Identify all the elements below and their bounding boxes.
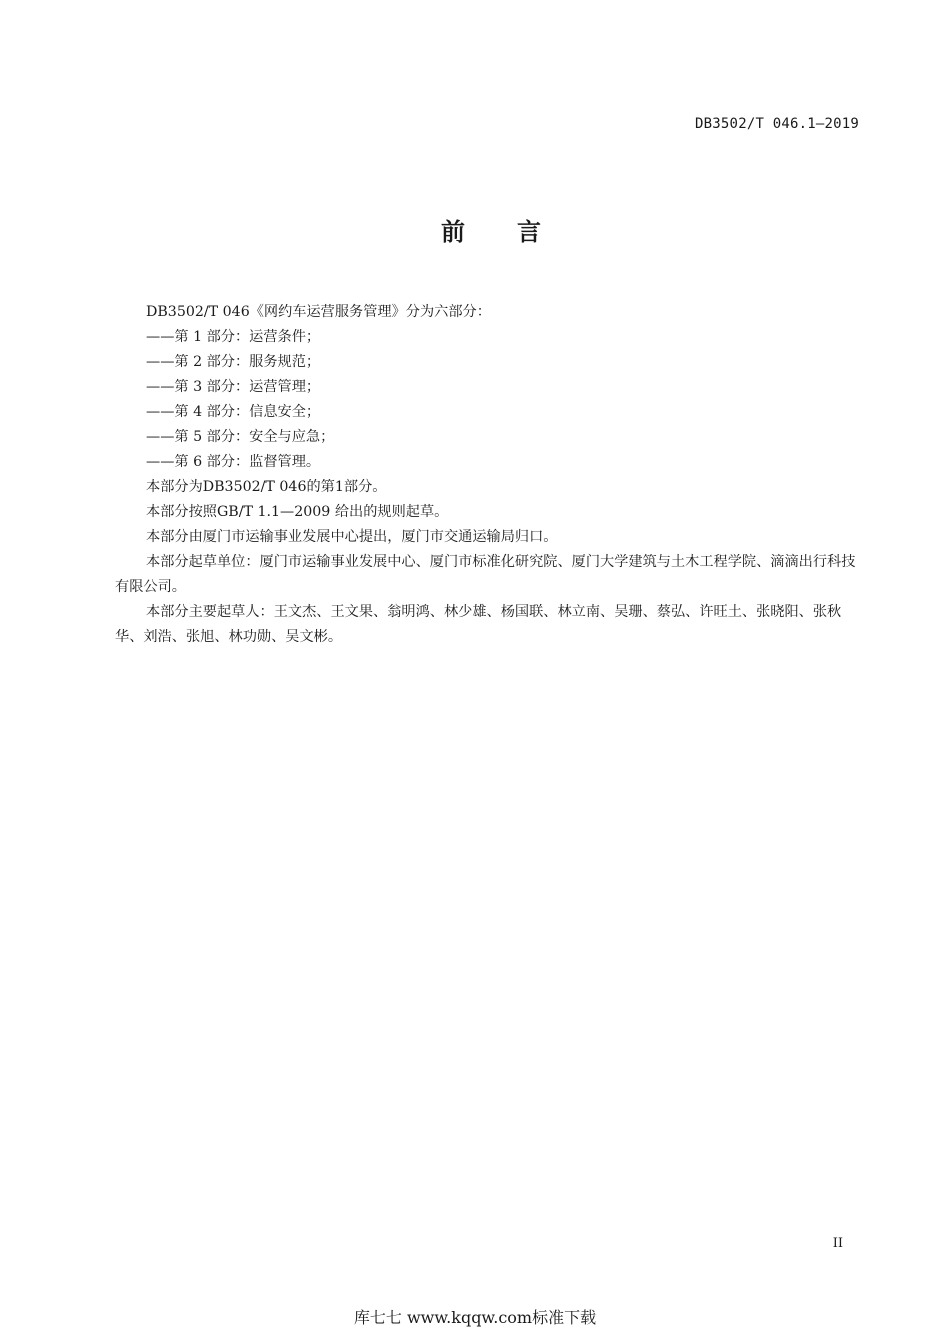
- paragraph-drafters: 本部分主要起草人：王文杰、王文果、翁明鸿、林少雄、杨国联、林立南、吴珊、蔡弘、许旺土、张晓阳、张秋华、刘浩、张旭、林功勋、吴文彬。: [115, 604, 842, 645]
- footer-watermark: 库七七 www.kqqw.com标准下载: [353, 1308, 597, 1327]
- part-item-3: ——第 3 部分：运营管理；: [146, 379, 321, 395]
- document-code: DB3502/T 046.1—2019: [695, 116, 859, 132]
- paragraph-part-number: 本部分为DB3502/T 046的第1部分。: [146, 479, 387, 495]
- paragraph-proposer: 本部分由厦门市运输事业发展中心提出，厦门市交通运输局归口。: [146, 529, 558, 545]
- foreword-body: [115, 300, 865, 650]
- part-item-1: ——第 1 部分：运营条件；: [146, 329, 321, 345]
- paragraph-drafting-units: 本部分起草单位：厦门市运输事业发展中心、厦门市标准化研究院、厦门大学建筑与土木工程学院、滴滴出行科技有限公司。: [115, 554, 856, 595]
- part-item-6: ——第 6 部分：监督管理。: [146, 454, 321, 470]
- part-item-4: ——第 4 部分：信息安全；: [146, 404, 321, 420]
- paragraph-drafting-rule: 本部分按照GB/T 1.1—2009 给出的规则起草。: [146, 504, 449, 520]
- part-item-2: ——第 2 部分：服务规范；: [146, 354, 321, 370]
- page-number: II: [832, 1236, 843, 1251]
- part-item-5: ——第 5 部分：安全与应急；: [146, 429, 335, 445]
- intro-paragraph: DB3502/T 046《网约车运营服务管理》分为六部分：: [146, 304, 491, 320]
- page-title: 前言: [441, 218, 593, 246]
